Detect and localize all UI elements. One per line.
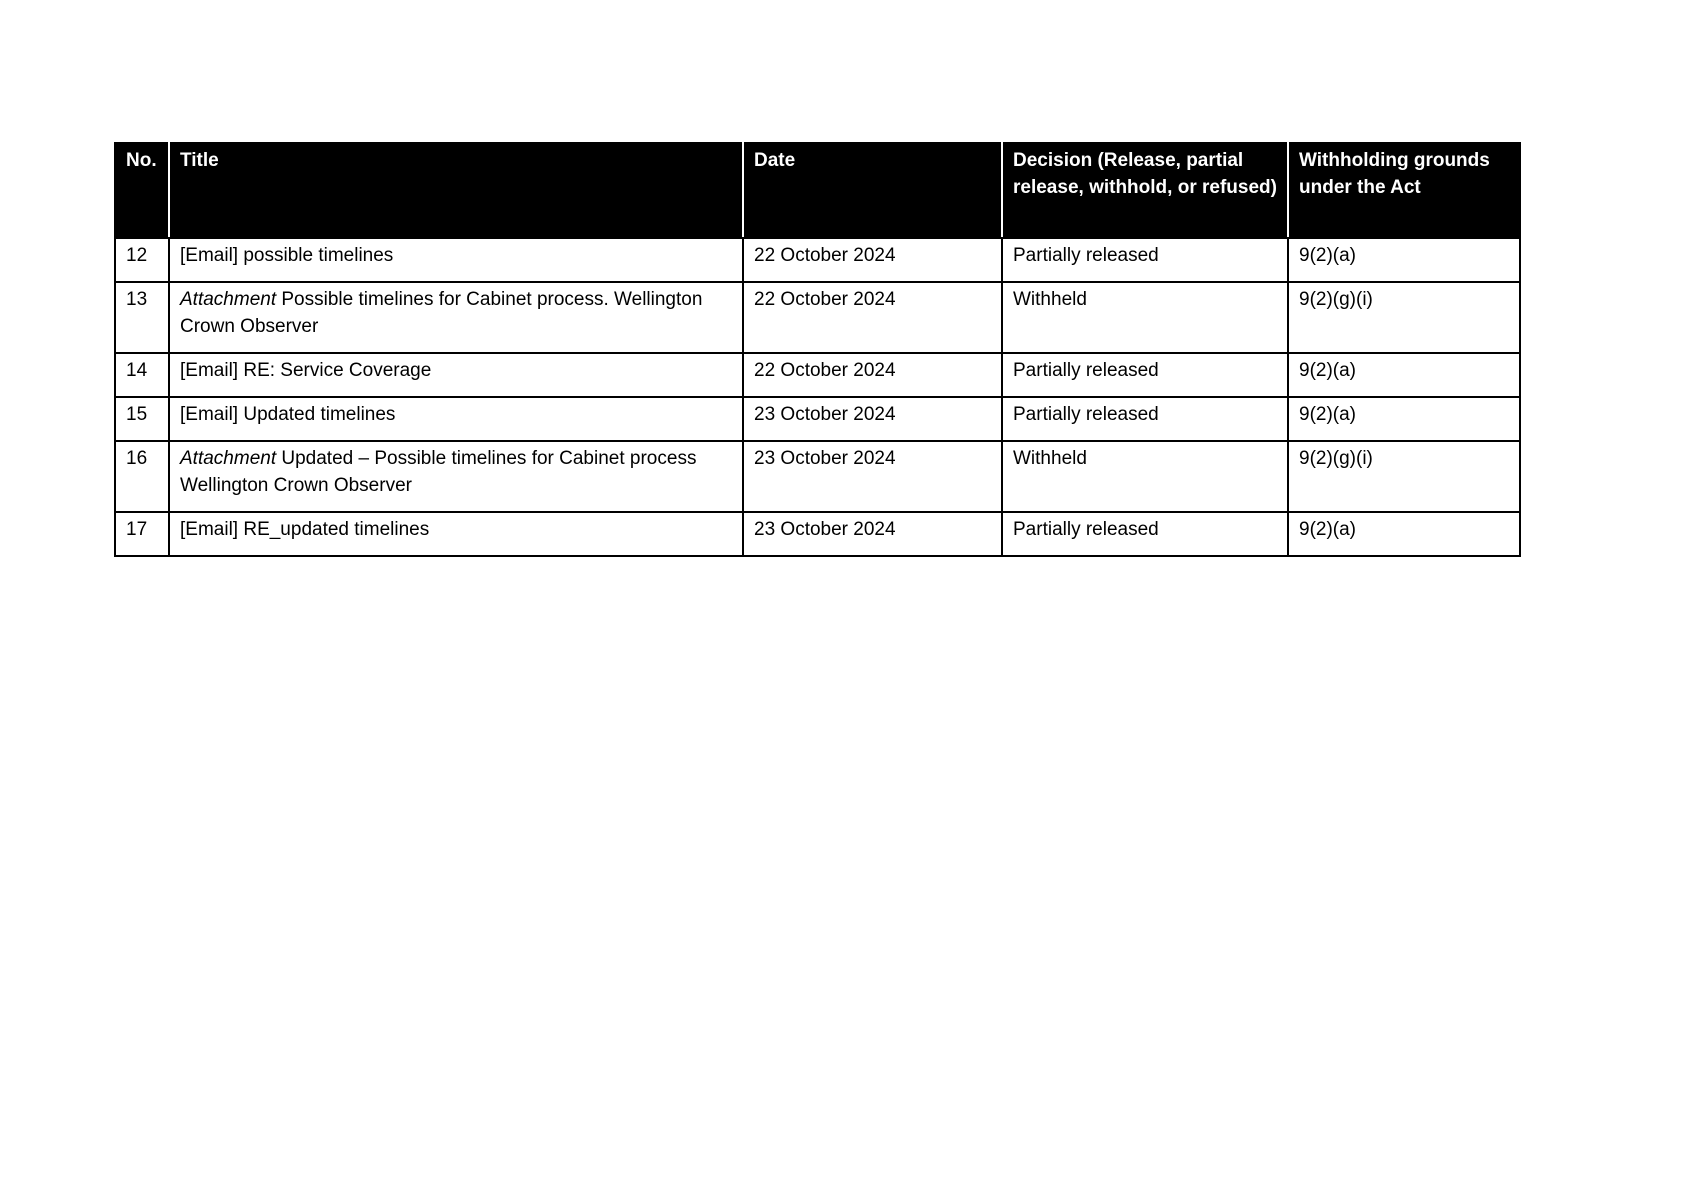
title-text: [Email] RE_updated timelines (180, 519, 430, 540)
cell-grounds: 9(2)(a) (1288, 397, 1520, 441)
cell-date: 22 October 2024 (743, 238, 1002, 282)
cell-grounds: 9(2)(a) (1288, 238, 1520, 282)
title-text: [Email] Updated timelines (180, 404, 396, 425)
cell-no: 14 (115, 353, 169, 397)
table-row (115, 282, 1520, 353)
header-date: Date (743, 143, 1002, 238)
document-schedule-table (114, 142, 1521, 557)
title-text: Updated – Possible timelines for Cabinet process Wellington Crown Observer (180, 448, 697, 496)
cell-date: 23 October 2024 (743, 441, 1002, 512)
cell-decision: Withheld (1002, 441, 1288, 512)
cell-decision: Partially released (1002, 397, 1288, 441)
cell-grounds: 9(2)(g)(i) (1288, 441, 1520, 512)
header-decision: Decision (Release, partial release, withhold, or refused) (1002, 143, 1288, 238)
cell-decision: Partially released (1002, 512, 1288, 556)
table-row (115, 512, 1520, 556)
header-title: Title (169, 143, 743, 238)
cell-title (169, 397, 743, 441)
title-prefix: Attachment (180, 448, 277, 469)
cell-no: 17 (115, 512, 169, 556)
header-grounds: Withholding grounds under the Act (1288, 143, 1520, 238)
header-no: No. (115, 143, 169, 238)
cell-title (169, 441, 743, 512)
cell-grounds: 9(2)(g)(i) (1288, 282, 1520, 353)
cell-decision: Withheld (1002, 282, 1288, 353)
table-row (115, 353, 1520, 397)
cell-decision: Partially released (1002, 238, 1288, 282)
table-header-row (115, 143, 1520, 238)
title-prefix: Attachment (180, 289, 277, 310)
cell-date: 23 October 2024 (743, 512, 1002, 556)
cell-no: 15 (115, 397, 169, 441)
cell-title (169, 353, 743, 397)
table-row (115, 397, 1520, 441)
cell-no: 16 (115, 441, 169, 512)
cell-no: 12 (115, 238, 169, 282)
cell-grounds: 9(2)(a) (1288, 512, 1520, 556)
cell-no: 13 (115, 282, 169, 353)
title-text: [Email] RE: Service Coverage (180, 360, 432, 381)
cell-title (169, 238, 743, 282)
cell-decision: Partially released (1002, 353, 1288, 397)
title-text: [Email] possible timelines (180, 245, 394, 266)
title-text: Possible timelines for Cabinet process. Wellington Crown Observer (180, 289, 703, 337)
cell-grounds: 9(2)(a) (1288, 353, 1520, 397)
table-row (115, 238, 1520, 282)
cell-date: 22 October 2024 (743, 353, 1002, 397)
cell-title (169, 282, 743, 353)
cell-title (169, 512, 743, 556)
table-row (115, 441, 1520, 512)
cell-date: 22 October 2024 (743, 282, 1002, 353)
cell-date: 23 October 2024 (743, 397, 1002, 441)
